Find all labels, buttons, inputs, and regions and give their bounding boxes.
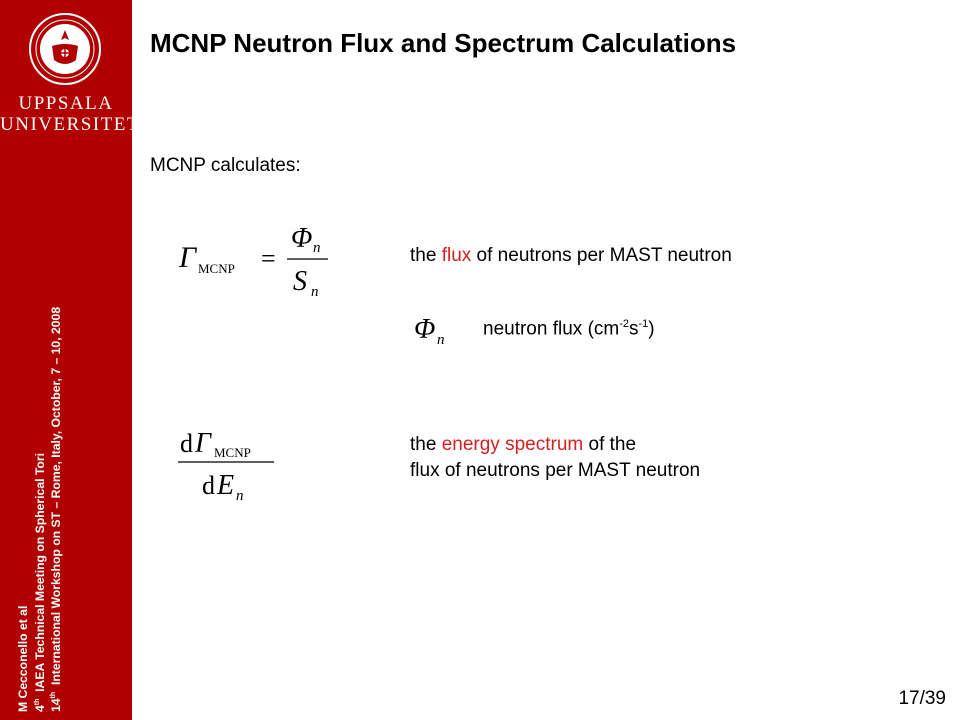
- num-subscript: MCNP: [214, 445, 251, 460]
- spectrum-desc-line2: flux of neutrons per MAST neutron: [410, 460, 701, 481]
- spectrum-desc-line1: the energy spectrum of the: [410, 434, 637, 455]
- equals-sign: =: [261, 244, 276, 273]
- gamma-subscript: MCNP: [198, 261, 235, 276]
- num-gamma: Γ: [195, 428, 211, 459]
- num-d: d: [180, 429, 193, 458]
- phi-symbol: Φ: [291, 223, 313, 254]
- phi-n-symbol: [412, 308, 454, 348]
- spectrum-equation: [176, 420, 281, 510]
- slide-title: MCNP Neutron Flux and Spectrum Calculations: [150, 28, 737, 58]
- phi-subscript-2: n: [437, 332, 445, 348]
- university-name-line-2: UNIVERSITET: [0, 114, 140, 135]
- flux-description: the flux of neutrons per MAST neutron: [410, 245, 732, 266]
- side-credits: [16, 212, 64, 712]
- credits-meeting: 4th IAEA Technical Meeting on Spherical Tori: [32, 453, 47, 712]
- s-symbol: S: [293, 266, 307, 297]
- neutron-flux-unit: neutron flux $(cm^{-2}s^{-1})$: [483, 318, 655, 340]
- credits-author: M Cecconello et al: [16, 605, 30, 712]
- den-subscript: n: [236, 488, 244, 504]
- den-d: d: [202, 471, 215, 500]
- university-name-line-1: UPPSALA: [18, 93, 114, 114]
- phi-symbol-2: Φ: [414, 314, 436, 345]
- gamma-symbol: Γ: [179, 241, 197, 274]
- university-seal-icon: [28, 12, 102, 86]
- intro-text: MCNP calculates:: [150, 155, 301, 176]
- spectrum-description: [410, 432, 700, 484]
- phi-subscript: n: [313, 240, 321, 256]
- den-e: E: [217, 470, 235, 501]
- page-number: 17/39: [898, 688, 946, 709]
- credits-workshop: 14th International Workshop on ST – Rome, Italy, October, 7 – 10, 2008: [49, 306, 64, 712]
- flux-equation: [175, 215, 340, 305]
- s-subscript: n: [311, 284, 319, 300]
- sidebar: [0, 0, 140, 720]
